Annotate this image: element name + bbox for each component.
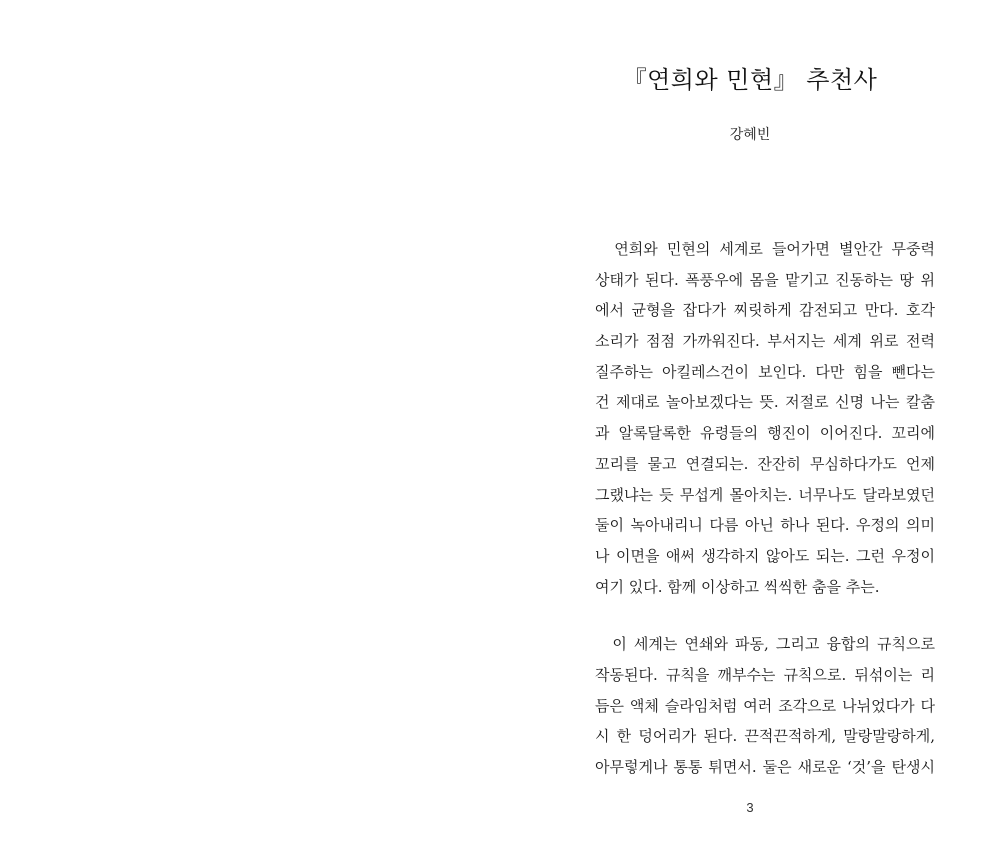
body-text bbox=[595, 237, 935, 786]
text-line: 작동된다. 규칙을 깨부수는 규칙으로. 뒤섞이는 리 bbox=[595, 665, 935, 684]
text-line: 소리가 점점 가까워진다. 부서지는 세계 위로 전력 bbox=[595, 332, 935, 351]
text-line: 아무렇게나 통통 튀면서. 둘은 새로운 ‘것’을 탄생시 bbox=[595, 758, 935, 776]
text-line: 이 세계는 연쇄와 파동, 그리고 융합의 규칙으로 bbox=[595, 635, 935, 654]
paragraph-gap bbox=[595, 605, 935, 632]
text-line: 과 알록달록한 유령들의 행진이 이어진다. 꼬리에 bbox=[595, 424, 935, 443]
page-number: 3 bbox=[746, 800, 754, 815]
text-line: 질주하는 아킬레스건이 보인다. 다만 힘을 뺀다는 bbox=[595, 362, 935, 381]
text-line: 연희와 민현의 세계로 들어가면 별안간 무중력 bbox=[595, 240, 935, 258]
text-line: 상태가 된다. 폭풍우에 몸을 맡기고 진동하는 땅 위 bbox=[595, 270, 935, 289]
text-line: 시 한 덩어리가 된다. 끈적끈적하게, 말랑말랑하게, bbox=[595, 727, 935, 746]
text-line: 나 이면을 애써 생각하지 않아도 되는. 그런 우정이 bbox=[595, 546, 935, 565]
right-page bbox=[500, 0, 1000, 854]
author-name: 강혜빈 bbox=[729, 127, 771, 143]
text-line: 둘이 녹아내리니 다름 아닌 하나 된다. 우정의 의미 bbox=[595, 516, 935, 535]
text-line: 그랬냐는 듯 무섭게 몰아치는. 너무나도 달라보였던 bbox=[595, 485, 935, 504]
text-line: 건 제대로 놀아보겠다는 뜻. 저절로 신명 나는 칼춤 bbox=[595, 393, 935, 412]
page-title: 『연희와 민현』 추천사 bbox=[622, 66, 878, 94]
text-line: 에서 균형을 잡다가 찌릿하게 감전되고 만다. 호각 bbox=[595, 301, 935, 320]
text-line: 꼬리를 물고 연결되는. 잔잔히 무심하다가도 언제 bbox=[595, 454, 935, 473]
text-line: 여기 있다. 함께 이상하고 씩씩한 춤을 추는. bbox=[595, 577, 880, 596]
text-line: 듬은 액체 슬라임처럼 여러 조각으로 나뉘었다가 다 bbox=[595, 696, 935, 715]
